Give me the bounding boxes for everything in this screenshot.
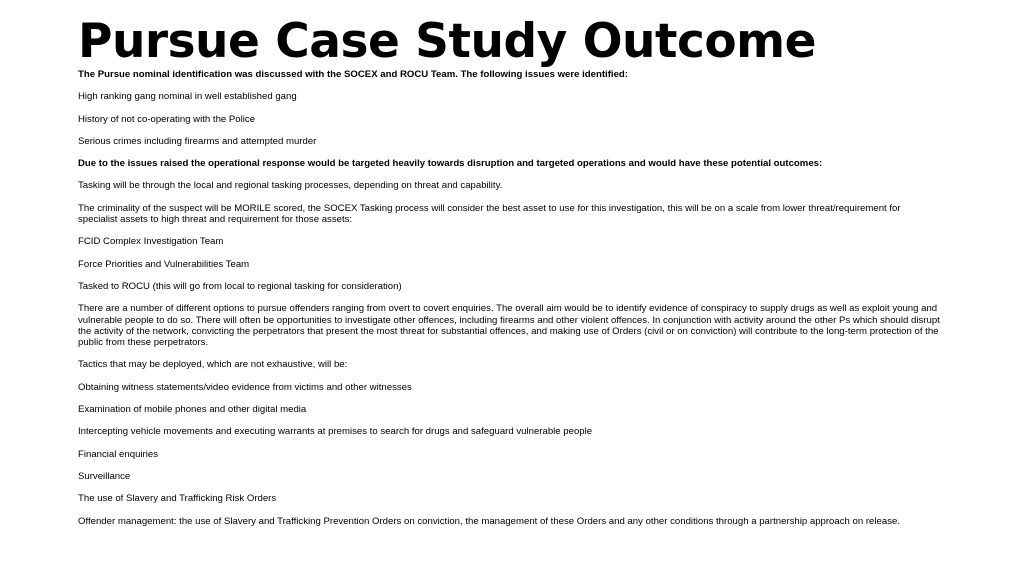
slide-title: Pursue Case Study Outcome [78,14,816,69]
body-paragraph: Intercepting vehicle movements and executing warrants at premises to search for drugs and safeguard vulnerable people [78,426,593,438]
body-paragraph: History of not co-operating with the Police [78,113,256,125]
body-paragraph: Tasked to ROCU (this will go from local to regional tasking for consideration) [78,280,402,292]
body-paragraph: Force Priorities and Vulnerabilities Team [78,258,250,270]
body-paragraph: The use of Slavery and Trafficking Risk Orders [78,493,277,505]
slide-body [78,69,940,538]
body-paragraph: Obtaining witness statements/video evidence from victims and other witnesses [78,381,412,393]
body-paragraph: Examination of mobile phones and other digital media [78,404,307,416]
body-paragraph: Tactics that may be deployed, which are not exhaustive, will be: [78,359,348,371]
body-paragraph: Surveillance [78,470,131,482]
body-paragraph: The criminality of the suspect will be MORILE scored, the SOCEX Tasking process will consider the best asset to use for this investigation, this will be on a scale from lower threat/requirement for specialist assets to high threat and requirement for those assets: [78,202,901,226]
body-paragraph: High ranking gang nominal in well established gang [78,91,297,103]
body-paragraph: FCID Complex Investigation Team [78,236,224,248]
body-paragraph: Tasking will be through the local and regional tasking processes, depending on threat and capability. [78,180,503,192]
body-paragraph: Offender management: the use of Slavery and Trafficking Prevention Orders on conviction, the management of these Orders and any other conditions through a partnership approach on release. [78,515,900,527]
body-paragraph: Serious crimes including firearms and attempted murder [78,135,317,147]
body-paragraph: Financial enquiries [78,448,158,460]
body-paragraph: Due to the issues raised the operational response would be targeted heavily towards disruption and targeted operations and would have these potential outcomes: [78,158,823,170]
body-paragraph: The Pursue nominal identification was discussed with the SOCEX and ROCU Team. The following issues were identified: [78,69,628,80]
body-paragraph: There are a number of different options to pursue offenders ranging from overt to covert enquiries. The overall aim would be to identify evidence of conspiracy to supply drugs as well as exploit young and vulnerable people to do so. There will often be opportunities to investigate other offences, including firearms and other violent offences. In conjunction with activity around the other Ps which should disrupt the activity of the network, convicting the perpetrators that present the most threat for substantial offences, and making use of Orders (civil or on conviction) will contribute to the long-term protection of the public from these perpetrators. [78,303,940,349]
